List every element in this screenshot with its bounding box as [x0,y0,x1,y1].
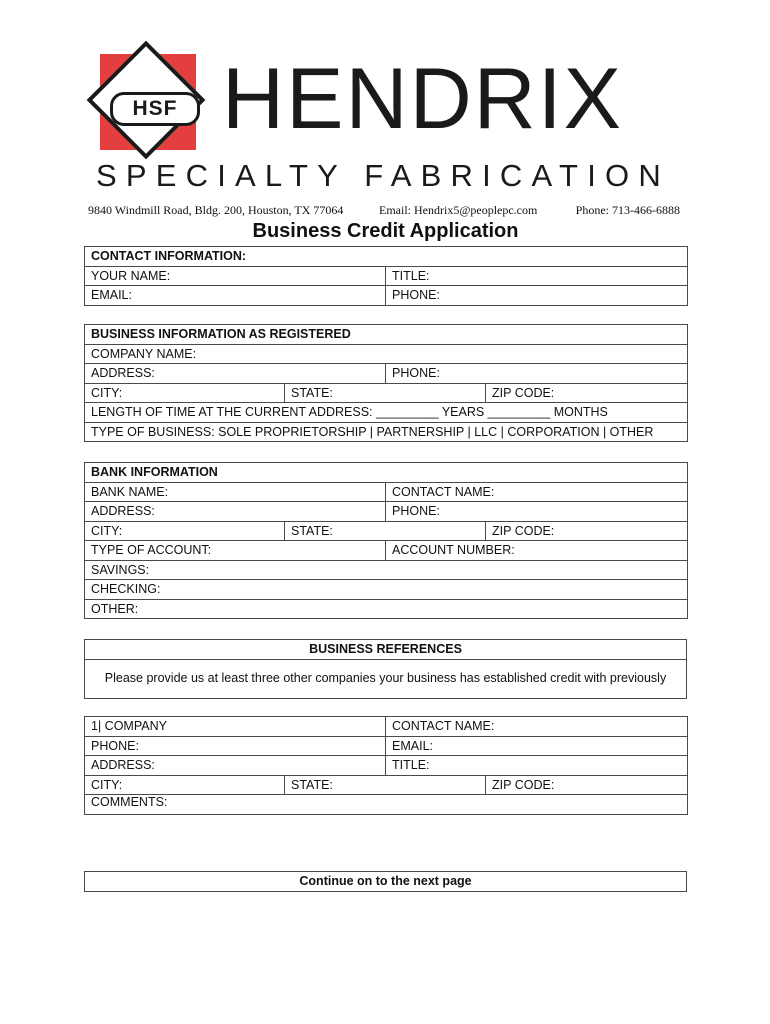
type-of-business-field[interactable]: TYPE OF BUSINESS: SOLE PROPRIETORSHIP | PARTNERSHIP | LLC | CORPORATION | OTHER [85,422,688,442]
company-name-field[interactable]: COMPANY NAME: [85,344,688,364]
company-email: Email: Hendrix5@peoplepc.com [379,203,538,217]
bank-zip-field[interactable]: ZIP CODE: [486,521,688,541]
business-zip-field[interactable]: ZIP CODE: [486,383,688,403]
reference-company-field[interactable]: 1| COMPANY [85,717,386,737]
business-information-table [84,324,688,442]
table-row [85,502,688,522]
table-row [85,640,687,660]
table-row [85,599,688,619]
table-row [85,775,688,795]
reference-state-field[interactable]: STATE: [285,775,486,795]
bank-name-field[interactable]: BANK NAME: [85,482,386,502]
company-address: 9840 Windmill Road, Bldg. 200, Houston, TX 77064 [88,203,344,217]
phone-field[interactable]: PHONE: [386,286,688,306]
contact-information-table [84,246,688,306]
table-row [85,736,688,756]
table-row [85,580,688,600]
reference-1-table [84,716,688,815]
company-logo [90,44,670,194]
reference-email-field[interactable]: EMAIL: [386,736,688,756]
business-city-field[interactable]: CITY: [85,383,285,403]
section-heading: CONTACT INFORMATION: [85,247,688,267]
business-references-table [84,639,687,699]
table-row [85,659,687,698]
reference-city-field[interactable]: CITY: [85,775,285,795]
reference-phone-field[interactable]: PHONE: [85,736,386,756]
length-of-time-field[interactable]: LENGTH OF TIME AT THE CURRENT ADDRESS: _________ YEARS _________ MONTHS [85,403,688,423]
table-row [85,872,687,892]
company-phone: Phone: 713-466-6888 [575,203,680,217]
bank-phone-field[interactable]: PHONE: [386,502,688,522]
table-row [85,756,688,776]
section-heading: BANK INFORMATION [85,463,688,483]
reference-zip-field[interactable]: ZIP CODE: [486,775,688,795]
reference-address-field[interactable]: ADDRESS: [85,756,386,776]
table-row [85,422,688,442]
bank-city-field[interactable]: CITY: [85,521,285,541]
business-phone-field[interactable]: PHONE: [386,364,688,384]
table-row [85,482,688,502]
type-of-account-field[interactable]: TYPE OF ACCOUNT: [85,541,386,561]
continue-note: Continue on to the next page [85,872,687,892]
contact-address-line [88,203,682,219]
logo-hsf-mark: HSF [110,92,200,126]
logo-tagline: SPECIALTY FABRICATION [96,158,670,193]
logo-company-name: HENDRIX [222,51,624,147]
savings-field[interactable]: SAVINGS: [85,560,688,580]
your-name-field[interactable]: YOUR NAME: [85,266,386,286]
other-account-field[interactable]: OTHER: [85,599,688,619]
table-row [85,521,688,541]
checking-field[interactable]: CHECKING: [85,580,688,600]
bank-address-field[interactable]: ADDRESS: [85,502,386,522]
table-row [85,286,688,306]
bank-state-field[interactable]: STATE: [285,521,486,541]
table-row [85,364,688,384]
table-row [85,344,688,364]
bank-information-table [84,462,688,619]
account-number-field[interactable]: ACCOUNT NUMBER: [386,541,688,561]
reference-comments-field[interactable]: COMMENTS: [85,795,688,815]
reference-title-field[interactable]: TITLE: [386,756,688,776]
table-row [85,795,688,815]
section-heading: BUSINESS INFORMATION AS REGISTERED [85,325,688,345]
email-field[interactable]: EMAIL: [85,286,386,306]
document-title: Business Credit Application [252,220,519,242]
business-state-field[interactable]: STATE: [285,383,486,403]
business-address-field[interactable]: ADDRESS: [85,364,386,384]
title-field[interactable]: TITLE: [386,266,688,286]
table-row [85,383,688,403]
reference-contact-name-field[interactable]: CONTACT NAME: [386,717,688,737]
bank-contact-name-field[interactable]: CONTACT NAME: [386,482,688,502]
table-row [85,560,688,580]
table-row [85,717,688,737]
section-heading: BUSINESS REFERENCES [85,640,687,660]
references-instructions: Please provide us at least three other companies your business has established credit with previously [85,659,687,698]
table-row [85,541,688,561]
continue-note-table [84,871,687,892]
table-row [85,403,688,423]
table-row [85,247,688,267]
table-row [85,325,688,345]
table-row [85,266,688,286]
table-row [85,463,688,483]
